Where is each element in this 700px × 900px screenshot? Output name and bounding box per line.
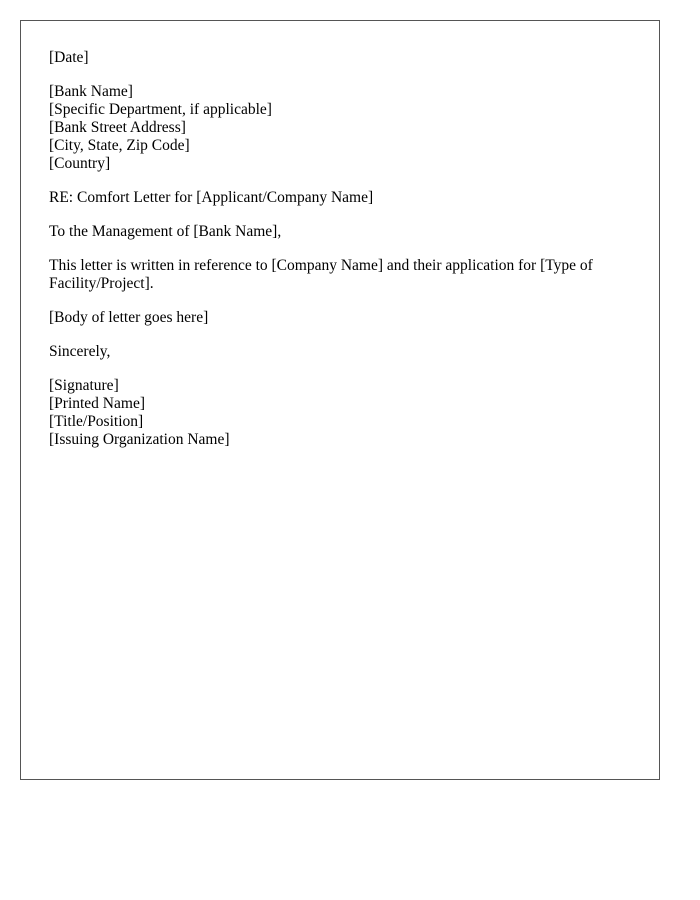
letter-intro-paragraph: This letter is written in reference to [Company Name] and their application for [Type of Facility/Project]. xyxy=(49,257,593,292)
recipient-city-state-zip: [City, State, Zip Code] xyxy=(49,137,190,154)
closing-block xyxy=(49,343,639,361)
recipient-address xyxy=(49,83,639,173)
recipient-street: [Bank Street Address] xyxy=(49,119,186,136)
signature-block xyxy=(49,377,639,449)
letter-salutation: To the Management of [Bank Name], xyxy=(49,223,282,240)
letter-subject: RE: Comfort Letter for [Applicant/Company Name] xyxy=(49,189,374,206)
signer-title: [Title/Position] xyxy=(49,413,144,430)
letter-content xyxy=(49,49,639,465)
letter-closing: Sincerely, xyxy=(49,343,111,360)
subject-block xyxy=(49,189,639,207)
recipient-country: [Country] xyxy=(49,155,111,172)
date-block xyxy=(49,49,639,67)
printed-name: [Printed Name] xyxy=(49,395,145,412)
signature-line: [Signature] xyxy=(49,377,119,394)
body-block xyxy=(49,309,639,327)
letter-page xyxy=(20,20,660,780)
letter-date: [Date] xyxy=(49,49,89,66)
intro-block xyxy=(49,257,639,293)
recipient-bank-name: [Bank Name] xyxy=(49,83,133,100)
salutation-block xyxy=(49,223,639,241)
letter-body-placeholder: [Body of letter goes here] xyxy=(49,309,209,326)
recipient-department: [Specific Department, if applicable] xyxy=(49,101,272,118)
issuing-organization: [Issuing Organization Name] xyxy=(49,431,230,448)
